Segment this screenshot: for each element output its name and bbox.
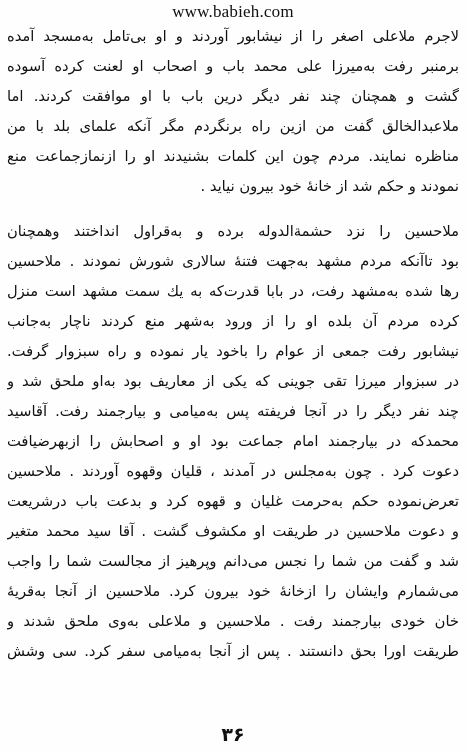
text-line: رها شده به‌مشهد رفت، در بابا قدرت‌که به یك سمت مشهد است منزل (7, 283, 459, 300)
text-line: مناظره نمایند. مردم چون این کلمات بشنیدند او را ازنمازجماعت منع (7, 148, 459, 165)
paragraph-2 (7, 217, 459, 667)
text-line: نیشابور رفت جمعی از عوام را باخود یار نموده و راه سبزوار گرفت. (7, 343, 459, 360)
text-line: خان خودی بیارجمند رفت . ملاحسین و ملاعلی به‌وی ملحق شدند و (7, 613, 459, 630)
text-line: ملاحسین را نزد حشمة‌الدوله برده و به‌قراول انداختند وهمچنان (7, 223, 459, 240)
text-line: طریقت اورا بحق دانستند . پس از آنجا به‌میامی سفر کرد. سی وشش (7, 643, 459, 660)
text-line: محمدکه در بیارجمند امام جماعت بود او و اصحابش را ازبهرضیافت (7, 433, 459, 450)
text-line: برمنبر رفت به‌میرزا علی محمد باب و اصحاب او لعنت کرده آسوده (7, 58, 459, 75)
text-line: لاجرم ملاعلی اصغر را از نیشابور آوردند و او بی‌تامل به‌مسجد آمده (7, 28, 459, 45)
text-line: دعوت کرد . چون به‌مجلس در آمدند ، قلیان وقهوه آوردند . ملاحسین (7, 463, 459, 480)
page-number: ۳۶ (221, 724, 245, 746)
text-line: گشت و همچنان چند نفر دیگر درین باب با او موافقت کردند. اما (7, 88, 459, 105)
text-line: تعرض‌نموده حکم به‌حرمت غلیان و قهوه کرد و بدعت باب درشریعت (7, 493, 459, 510)
text-line: بود تاآنکه مردم مشهد به‌جهت فتنهٔ سالاری شورش نمودند . ملاحسین (7, 253, 459, 270)
text-line: شد و گفت من شما را نجس می‌دانم وپرهیز از مجالست شما را واجب (7, 553, 459, 570)
text-line: چند نفر دیگر را در آنجا فریفته پس به‌میامی و بیارجمند رفت. آقاسید (7, 403, 459, 420)
site-watermark: www.babieh.com (172, 2, 294, 21)
text-line: و دعوت ملاحسین در طریقت او مکشوف گشت . آقا سید محمد متغیر (7, 523, 459, 540)
text-line: می‌شمارم وایشان را ازخانهٔ خود بیرون کرد. ملاحسین از آنجا به‌قریهٔ (7, 583, 459, 600)
text-line: ملاعبدالخالق گفت من ازین راه برنگردم مگر آنکه علمای بلد با من (7, 118, 459, 135)
text-line: کرده مردم آن بلده او را از ورود به‌شهر منع کردند ناچار به‌جانب (7, 313, 459, 330)
paragraph-1 (7, 22, 459, 202)
text-line: در سبزوار میرزا تقی جوینی که یکی از معاریف بود به‌او ملحق شد و (7, 373, 459, 390)
page-body (7, 22, 459, 667)
text-line: نمودند و حکم شد از خانهٔ خود بیرون نیاید . (200, 178, 459, 195)
